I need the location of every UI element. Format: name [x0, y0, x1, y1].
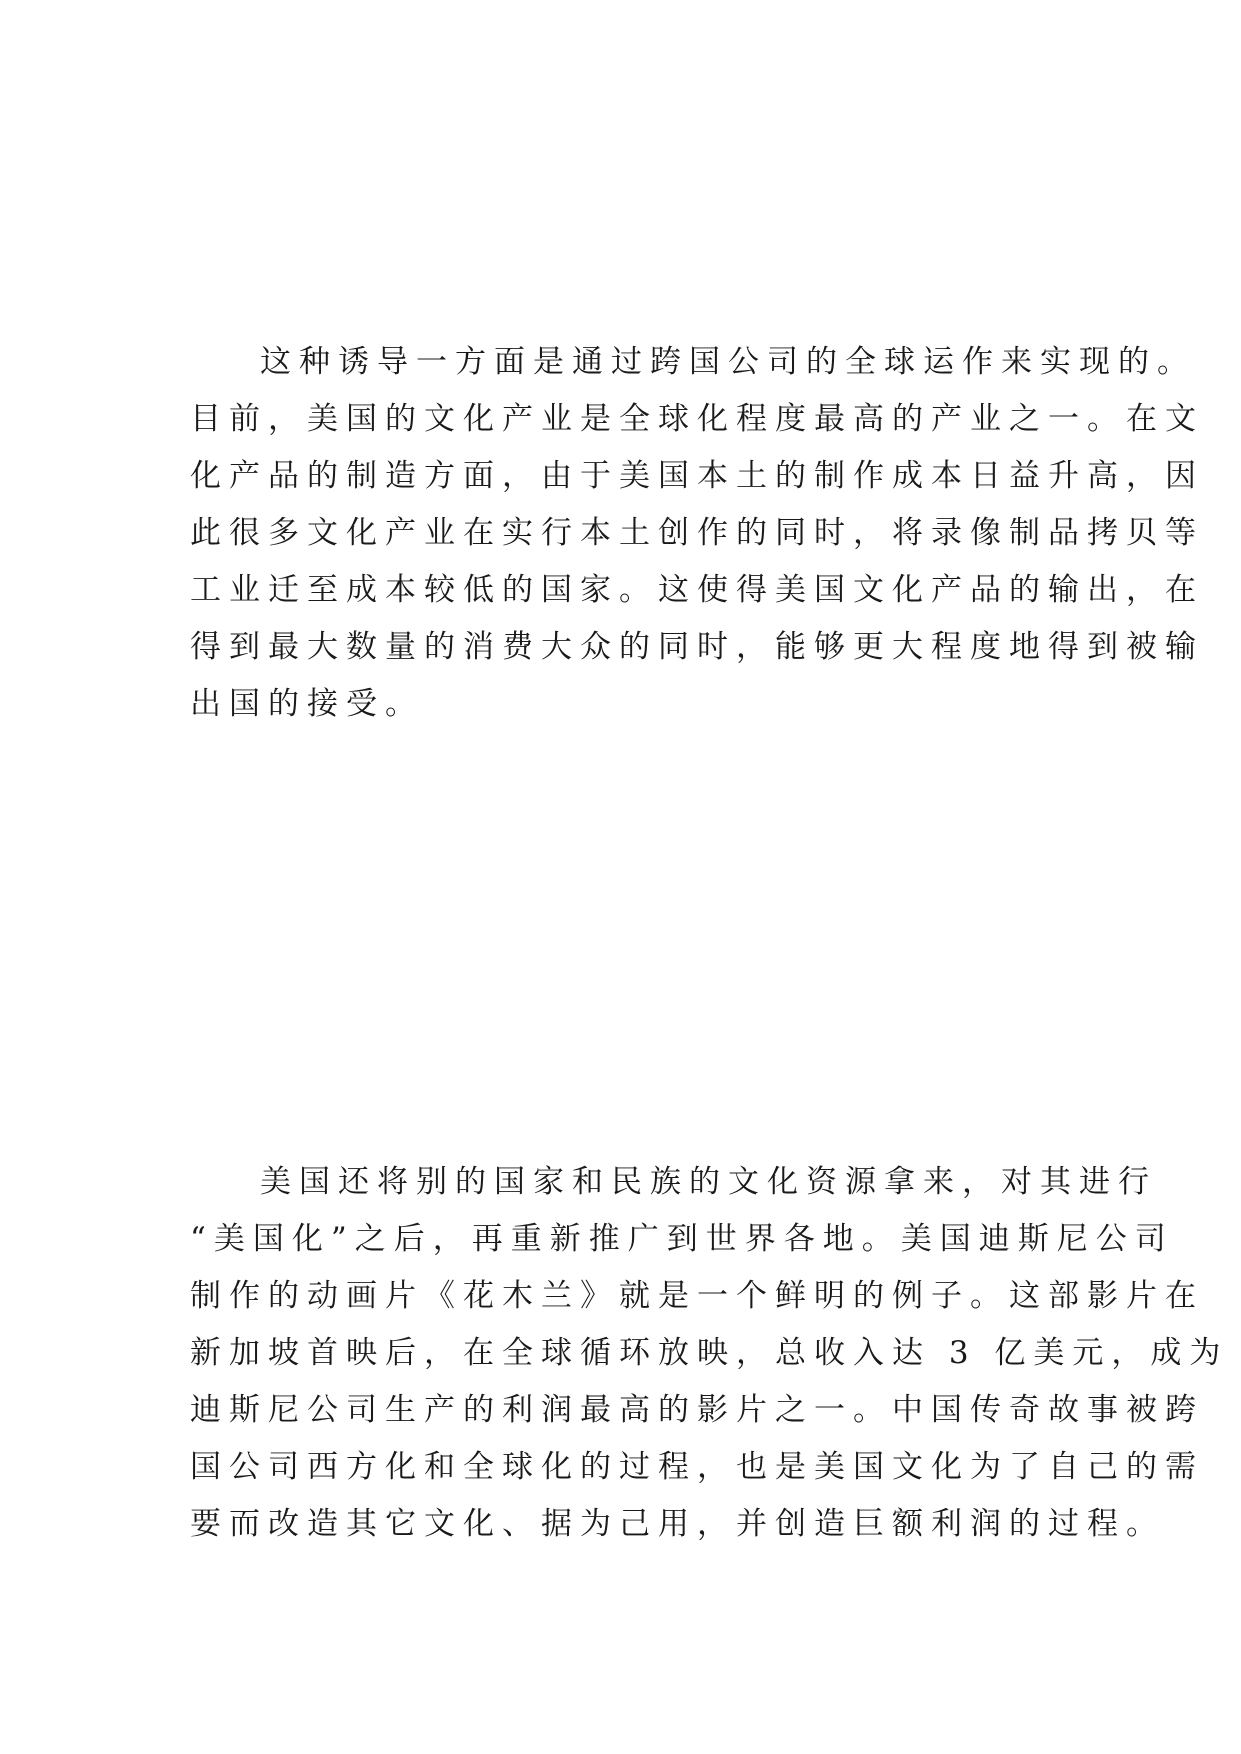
paragraph-line: 国公司西方化和全球化的过程，也是美国文化为了自己的需 [190, 1449, 1204, 1485]
paragraph-line: 这种诱导一方面是通过跨国公司的全球运作来实现的。 [260, 344, 1196, 380]
paragraph-line: 制作的动画片《花木兰》就是一个鲜明的例子。这部影片在 [190, 1278, 1204, 1314]
paragraph-line: 得到最大数量的消费大众的同时，能够更大程度地得到被输 [190, 629, 1204, 665]
paragraph-line: “美国化”之后，再重新推广到世界各地。美国迪斯尼公司 [190, 1221, 1174, 1257]
paragraph-line: 工业迁至成本较低的国家。这使得美国文化产品的输出，在 [190, 572, 1204, 608]
paragraph-globalization-operations [190, 334, 1204, 733]
paragraph-line: 美国还将别的国家和民族的文化资源拿来，对其进行 [260, 1164, 1157, 1200]
paragraph-line: 化产品的制造方面，由于美国本土的制作成本日益升高，因 [190, 458, 1204, 494]
paragraph-line: 目前，美国的文化产业是全球化程度最高的产业之一。在文 [190, 401, 1204, 437]
paragraph-line: 迪斯尼公司生产的利润最高的影片之一。中国传奇故事被跨 [190, 1392, 1204, 1428]
paragraph-line: 新加坡首映后，在全球循环放映，总收入达 3 亿美元，成为 [190, 1335, 1229, 1371]
paragraph-line: 要而改造其它文化、据为己用，并创造巨额利润的过程。 [190, 1506, 1165, 1542]
paragraph-line: 出国的接受。 [190, 686, 424, 722]
paragraph-americanization [190, 1154, 1229, 1553]
paragraph-line: 此很多文化产业在实行本土创作的同时，将录像制品拷贝等 [190, 515, 1204, 551]
